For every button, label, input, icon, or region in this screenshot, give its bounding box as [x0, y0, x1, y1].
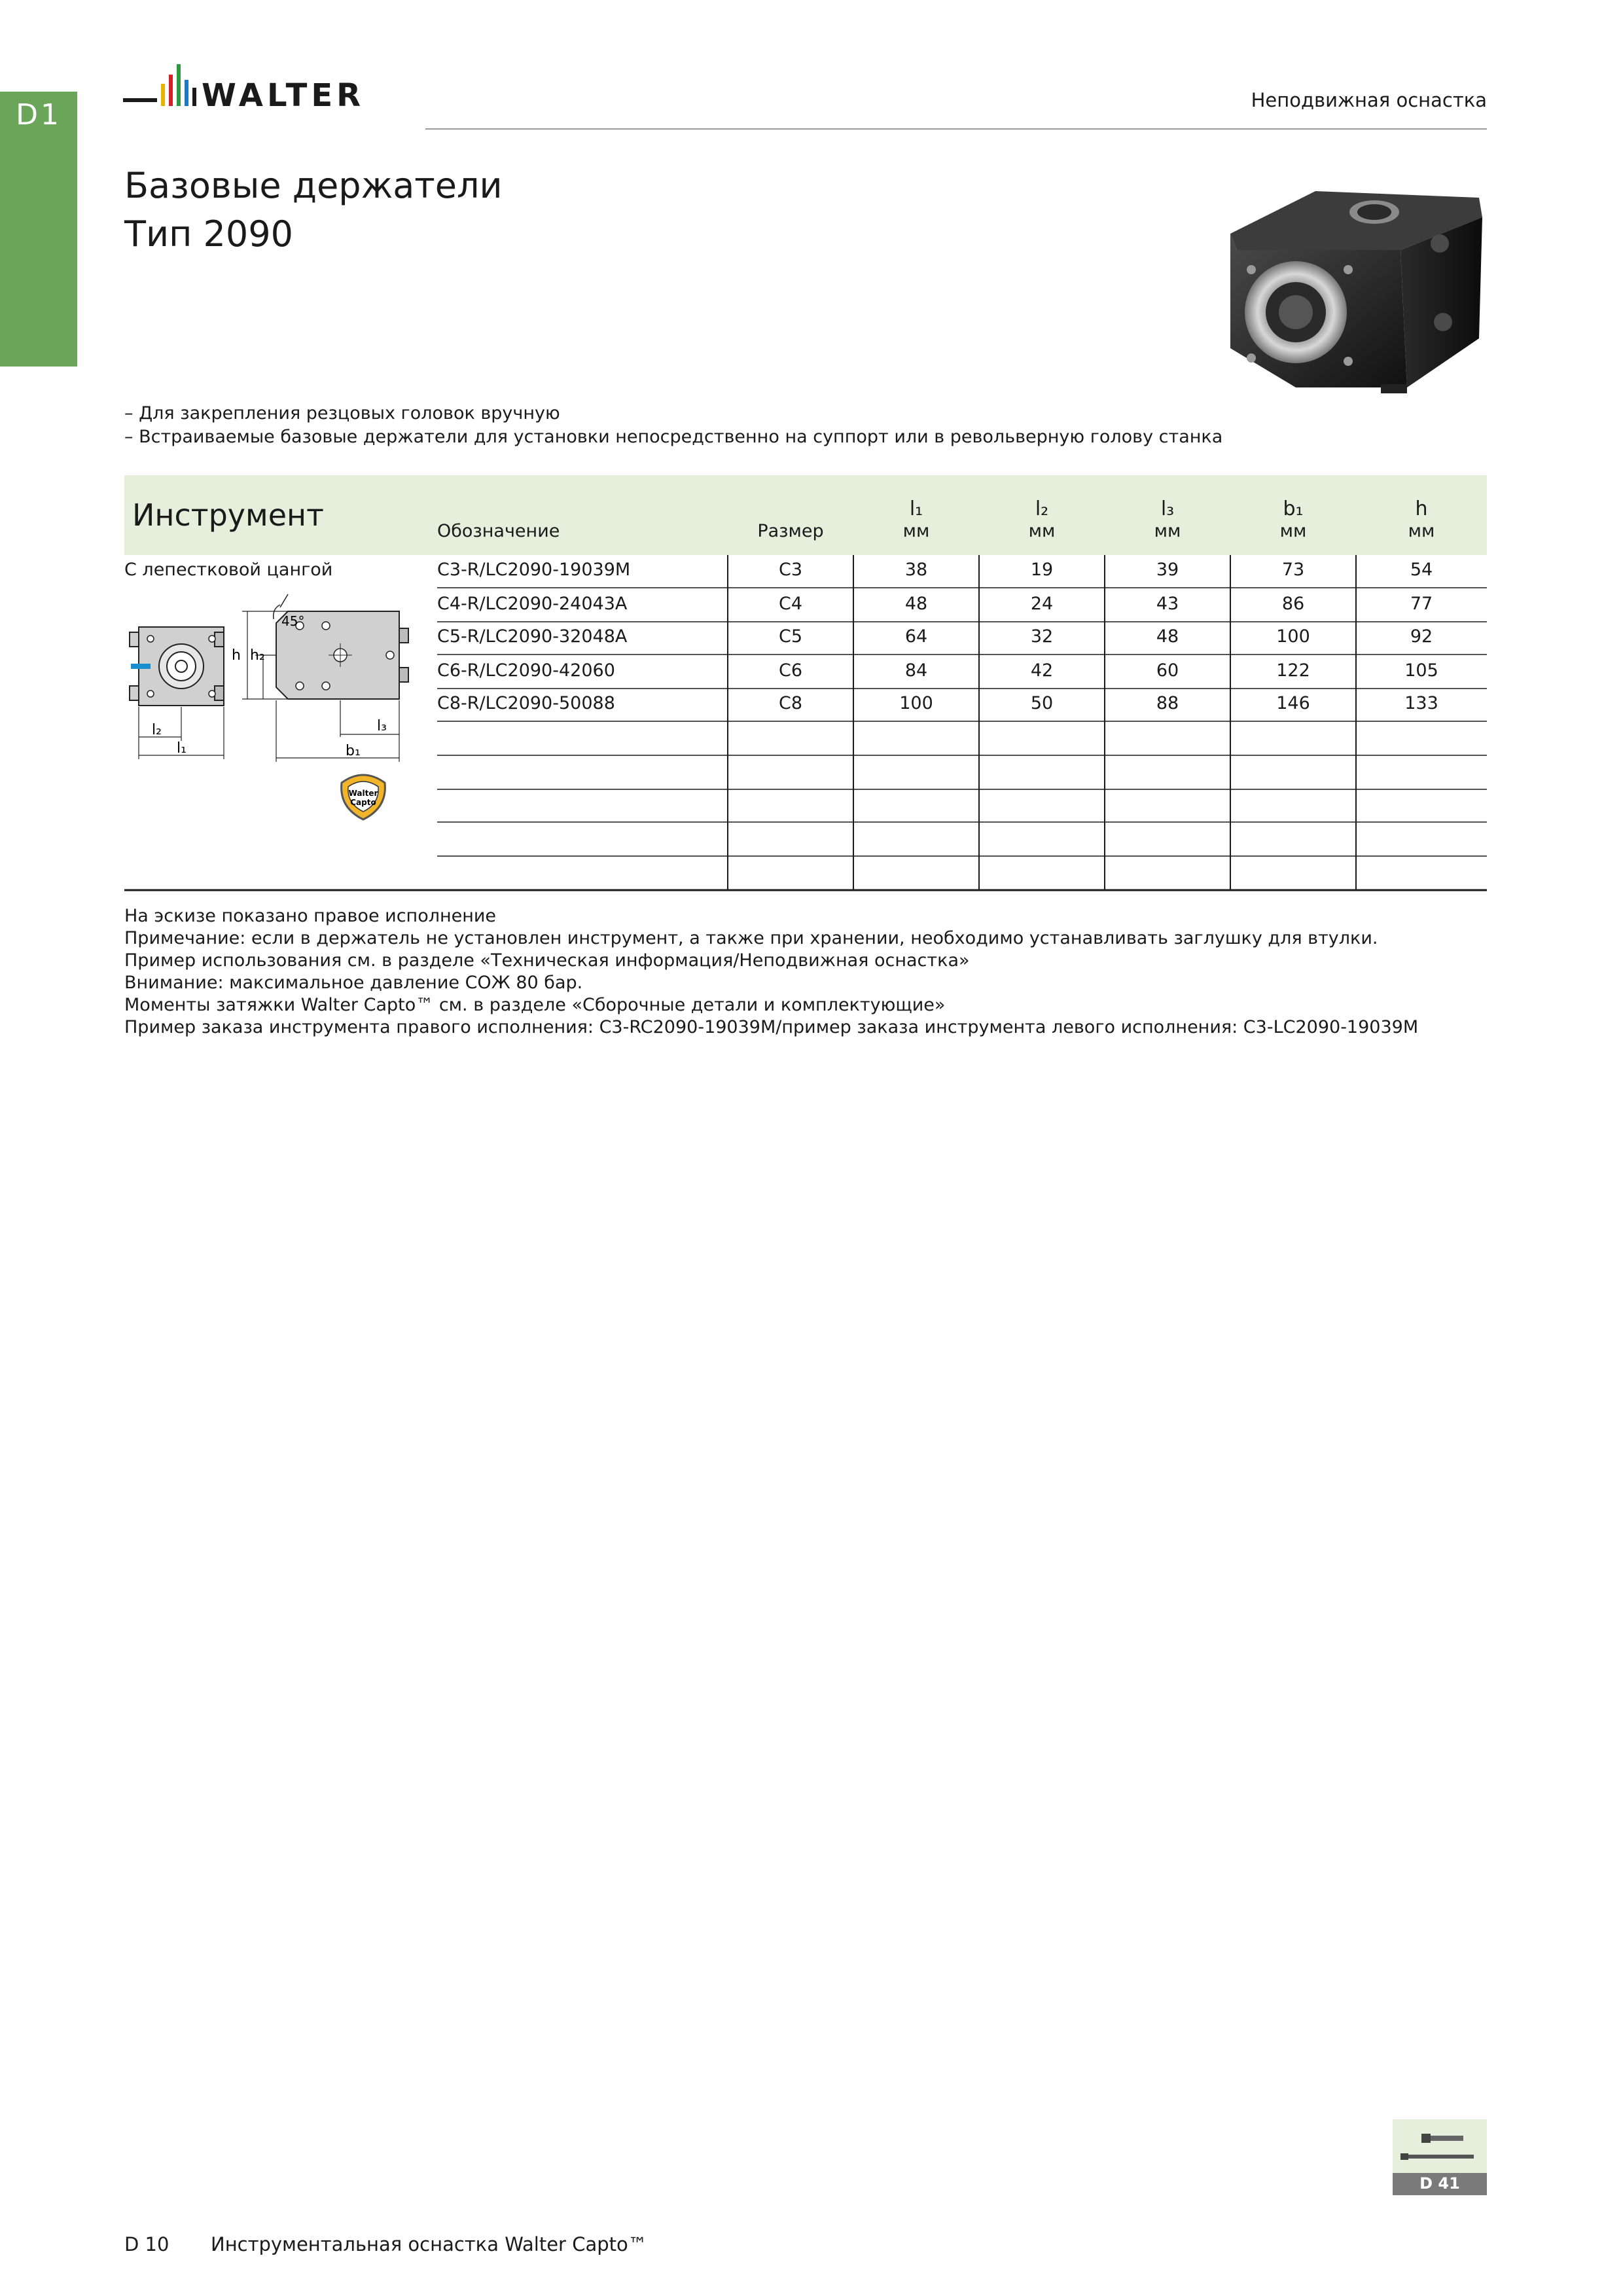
dim-label-l3: l₃ [377, 718, 387, 734]
dim-label-h2: h₂ [250, 647, 265, 664]
l3-cell: 39 [1156, 560, 1179, 580]
h-cell: 54 [1410, 560, 1433, 580]
size-cell: C6 [778, 660, 803, 681]
l1-cell: 64 [904, 626, 928, 647]
size-cell: C5 [778, 626, 803, 647]
column-header-l1: l₁ мм [902, 497, 930, 541]
l1-cell: 100 [899, 693, 933, 713]
brand-wordmark: WALTER [202, 77, 365, 114]
screw-icon [1393, 2119, 1487, 2174]
h-cell: 105 [1404, 660, 1438, 681]
l2-cell: 19 [1030, 560, 1054, 580]
note-line: Внимание: максимальное давление СОЖ 80 бар. [124, 973, 583, 993]
section-name: Неподвижная оснастка [1251, 89, 1487, 111]
chapter-tab-label: D1 [16, 98, 62, 132]
l2-cell: 42 [1030, 660, 1054, 681]
dim-label-l2: l₂ [152, 722, 162, 738]
b1-cell: 73 [1281, 560, 1305, 580]
cross-reference-code[interactable]: D 41 [1419, 2174, 1460, 2193]
column-header-b1: b₁ мм [1279, 497, 1307, 541]
note-line: На эскизе показано правое исполнение [124, 906, 497, 926]
l2-cell: 50 [1030, 693, 1054, 713]
size-cell: C8 [778, 693, 803, 713]
column-header-l3: l₃ мм [1154, 497, 1181, 541]
column-header-l2: l₂ мм [1028, 497, 1056, 541]
b1-cell: 86 [1281, 594, 1305, 614]
dim-label-b1: b₁ [346, 743, 361, 759]
walter-capto-badge [342, 775, 385, 819]
l2-cell: 24 [1030, 594, 1054, 614]
note-line: Пример использования см. в разделе «Техническая информация/Неподвижная оснастка» [124, 950, 970, 971]
dimension-sketch [124, 589, 432, 864]
l1-cell: 38 [904, 560, 928, 580]
note-line: Моменты затяжки Walter Capto™ см. в разделе «Сборочные детали и комплектующие» [124, 995, 946, 1015]
designation-cell: C6-R/LC2090-42060 [437, 660, 615, 681]
note-line: Пример заказа инструмента правого исполнения: C3-RC2090-19039M/пример заказа инструмента левого исполнения: C3-LC2090-19039M [124, 1017, 1419, 1037]
row-group-label: С лепестковой цангой [124, 560, 333, 580]
column-header-h: h мм [1408, 497, 1435, 541]
b1-cell: 146 [1276, 693, 1310, 713]
l3-cell: 48 [1156, 626, 1179, 647]
column-header-size: Размер [757, 521, 824, 541]
page-subtitle: Тип 2090 [124, 213, 293, 255]
l1-cell: 48 [904, 594, 928, 614]
designation-cell: C5-R/LC2090-32048A [437, 626, 628, 647]
h-cell: 133 [1404, 693, 1438, 713]
designation-cell: C3-R/LC2090-19039M [437, 560, 631, 580]
l1-cell: 84 [904, 660, 928, 681]
dim-label-h: h [232, 647, 241, 664]
feature-item: – Встраиваемые базовые держатели для установки непосредственно на суппорт или в револьверную голову станка [124, 427, 1223, 447]
svg-text:Capto: Capto [350, 798, 376, 807]
designation-cell: C4-R/LC2090-24043A [437, 594, 628, 614]
h-cell: 92 [1410, 626, 1433, 647]
size-cell: C4 [778, 594, 803, 614]
l3-cell: 43 [1156, 594, 1179, 614]
svg-text:Walter: Walter [348, 789, 378, 798]
column-header-designation: Обозначение [437, 521, 560, 541]
size-cell: C3 [778, 560, 803, 580]
angle-label: 45° [281, 613, 305, 629]
page-number: D 10 [124, 2233, 169, 2255]
table-section-label: Инструмент [132, 497, 324, 533]
l3-cell: 60 [1156, 660, 1179, 681]
dim-label-l1: l₁ [177, 740, 187, 757]
footer-title: Инструментальная оснастка Walter Capto™ [211, 2233, 647, 2255]
note-line: Примечание: если в держатель не установлен инструмент, а также при хранении, необходимо устанавливать заглушку для втулки. [124, 928, 1378, 948]
feature-item: – Для закрепления резцовых головок вручную [124, 403, 560, 423]
l3-cell: 88 [1156, 693, 1179, 713]
l2-cell: 32 [1030, 626, 1054, 647]
h-cell: 77 [1410, 594, 1433, 614]
b1-cell: 100 [1276, 626, 1310, 647]
page-title: Базовые держатели [124, 165, 503, 206]
b1-cell: 122 [1276, 660, 1310, 681]
designation-cell: C8-R/LC2090-50088 [437, 693, 615, 713]
